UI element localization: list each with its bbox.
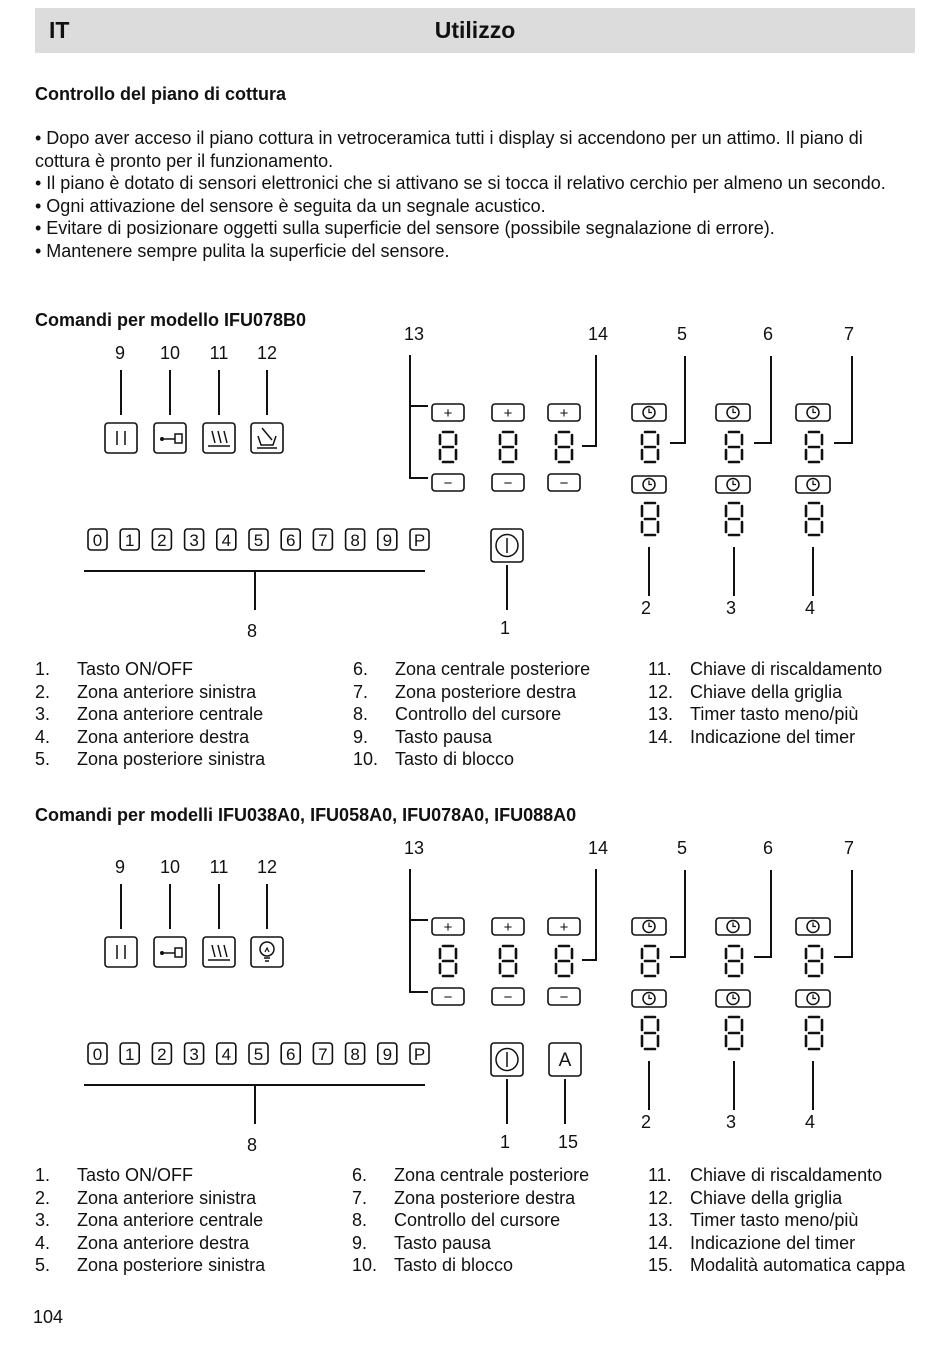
legend-number: 4. xyxy=(35,1232,51,1253)
bullet-item: • Ogni attivazione del sensore è seguita da un segnale acustico. xyxy=(35,195,546,216)
language-code: IT xyxy=(49,17,70,43)
legend-item xyxy=(352,1232,589,1255)
seven-segment-digit xyxy=(556,946,572,976)
callout-number-4: 4 xyxy=(804,1112,816,1132)
slider-key-label: 2 xyxy=(157,1045,167,1064)
slider-key-label: 0 xyxy=(92,531,103,550)
legend-number: 15. xyxy=(648,1255,674,1276)
callout-number-3: 3 xyxy=(725,598,737,618)
plus-key-label: + xyxy=(559,405,569,422)
legend-label: Tasto ON/OFF xyxy=(77,659,194,679)
slider-key-label: 5 xyxy=(253,1045,264,1064)
slider-key-label: 7 xyxy=(318,1045,328,1064)
callout-number-9: 9 xyxy=(114,343,126,363)
legend-label: Chiave della griglia xyxy=(690,1187,843,1208)
callout-number-11: 11 xyxy=(209,857,229,877)
legend-number: 5. xyxy=(35,1255,51,1276)
callout-number-5: 5 xyxy=(676,324,688,344)
legend-label: Zona posteriore destra xyxy=(395,681,577,702)
legend-number: 2. xyxy=(35,1187,51,1208)
diagram1-title: Comandi per modello IFU078B0 xyxy=(35,310,307,330)
slider-key-label: 3 xyxy=(189,1045,199,1064)
bullet-item: • Evitare di posizionare oggetti sulla superficie del sensore (possibile segnalazione di errore). xyxy=(35,218,775,239)
callout-line xyxy=(410,869,428,992)
page-title: Utilizzo xyxy=(434,17,516,43)
seven-segment-digit xyxy=(806,1017,822,1049)
legend-item xyxy=(648,1164,905,1187)
legend-label: Chiave di riscaldamento xyxy=(690,659,883,679)
page-number: 104 xyxy=(33,1307,64,1327)
legend-item xyxy=(352,1209,589,1232)
legend-number: 8. xyxy=(353,704,369,725)
legend-item xyxy=(352,1164,589,1187)
legend-label: Chiave di riscaldamento xyxy=(690,1165,883,1185)
legend-number: 7. xyxy=(352,1187,368,1208)
legend-number: 6. xyxy=(352,1165,368,1185)
callout-number-13: 13 xyxy=(403,838,425,858)
minus-key-label: − xyxy=(503,989,513,1006)
legend-label: Timer tasto meno/più xyxy=(690,1210,859,1231)
callout-number-12: 12 xyxy=(256,343,278,363)
legend-number: 6. xyxy=(353,659,369,679)
slider-key-label: P xyxy=(413,531,426,550)
legend-label: Zona anteriore centrale xyxy=(77,1210,264,1231)
legend-number: 13. xyxy=(648,704,674,725)
legend-number: 3. xyxy=(35,1210,51,1231)
slider-key-label: 4 xyxy=(221,1045,232,1064)
slider-key-label: 1 xyxy=(124,531,135,550)
slider-key-label: 6 xyxy=(285,1045,296,1064)
callout-number-6: 6 xyxy=(762,324,774,344)
legend-item xyxy=(35,1232,265,1255)
legend-label: Tasto ON/OFF xyxy=(77,1165,194,1185)
legend-number: 4. xyxy=(35,726,51,747)
lock-key xyxy=(154,937,186,967)
callout-number-9: 9 xyxy=(114,857,126,877)
legend-number: 11. xyxy=(648,659,672,679)
legend-label: Tasto pausa xyxy=(394,1232,492,1253)
minus-key-label: − xyxy=(443,989,453,1006)
legend-item xyxy=(648,1187,905,1210)
minus-key-label: − xyxy=(503,475,513,492)
minus-key-label: − xyxy=(559,989,569,1006)
callout-line xyxy=(834,870,852,957)
slider-key-label: 3 xyxy=(189,531,199,550)
slider-key-label: 6 xyxy=(285,531,296,550)
legend-label: Indicazione del timer xyxy=(690,726,856,747)
legend-label: Tasto di blocco xyxy=(395,749,515,770)
plus-key-label: + xyxy=(443,919,453,936)
slider-key-label: 4 xyxy=(221,531,232,550)
legend-label: Modalità automatica cappa xyxy=(690,1255,906,1276)
legend-number: 9. xyxy=(352,1232,368,1253)
legend-label: Controllo del cursore xyxy=(395,704,562,725)
bullet-item: • Il piano è dotato di sensori elettronici che si attivano se si tocca il relativo cerchio per almeno un secondo. xyxy=(35,173,886,194)
slider-key-label: 8 xyxy=(350,1045,360,1064)
legend-number: 14. xyxy=(648,1232,674,1253)
callout-number-11: 11 xyxy=(209,343,229,363)
callout-number-7: 7 xyxy=(843,838,855,858)
callout-number-1: 1 xyxy=(499,1132,511,1152)
section-title: Controllo del piano di cottura xyxy=(35,84,286,104)
legend-item xyxy=(35,1164,265,1187)
bullet-item: • Dopo aver acceso il piano cottura in vetroceramica tutti i display si accendono per un attimo. Il piano di cottura è pronto per il funzionamento. xyxy=(35,128,863,171)
auto-key-label: A xyxy=(558,1050,572,1071)
legend-number: 9. xyxy=(353,726,369,747)
plus-key-label: + xyxy=(559,919,569,936)
callout-line xyxy=(582,869,596,960)
callout-number-6: 6 xyxy=(762,838,774,858)
legend-number: 1. xyxy=(35,659,51,679)
minus-key-label: − xyxy=(443,475,453,492)
diagram2-title: Comandi per modelli IFU038A0, IFU058A0, IFU078A0, IFU088A0 xyxy=(35,805,577,825)
seven-segment-digit xyxy=(500,946,516,976)
callout-line xyxy=(670,870,685,957)
legend-number: 3. xyxy=(35,704,51,725)
seven-segment-digit xyxy=(642,1017,658,1049)
slider-key-label: 1 xyxy=(124,1045,135,1064)
legend-number: 12. xyxy=(648,1187,674,1208)
callout-number-8: 8 xyxy=(246,621,258,641)
legend-number: 14. xyxy=(648,726,674,747)
legend-item xyxy=(352,1187,589,1210)
bullet-item: • Mantenere sempre pulita la superficie del sensore. xyxy=(35,240,450,261)
callout-number-14: 14 xyxy=(587,324,609,344)
minus-key-label: − xyxy=(559,475,569,492)
legend-label: Chiave della griglia xyxy=(690,681,843,702)
callout-number-3: 3 xyxy=(725,1112,737,1132)
legend-number: 5. xyxy=(35,749,51,770)
seven-segment-digit xyxy=(806,946,822,976)
callout-number-10: 10 xyxy=(159,857,181,877)
legend-label: Controllo del cursore xyxy=(394,1210,561,1231)
callout-number-15: 15 xyxy=(557,1132,579,1152)
callout-number-5: 5 xyxy=(676,838,688,858)
callout-number-2: 2 xyxy=(640,598,652,618)
callout-line xyxy=(754,870,771,957)
plus-key-label: + xyxy=(503,919,513,936)
legend-item xyxy=(35,1254,265,1277)
slider-key-label: 8 xyxy=(350,531,360,550)
callout-number-12: 12 xyxy=(256,857,278,877)
legend-item xyxy=(352,1254,589,1277)
legend-label: Tasto pausa xyxy=(395,726,493,747)
legend-number: 8. xyxy=(352,1210,368,1231)
legend-item xyxy=(648,1209,905,1232)
legend-label: Zona posteriore destra xyxy=(394,1187,576,1208)
seven-segment-digit xyxy=(642,946,658,976)
legend-label: Zona posteriore sinistra xyxy=(77,749,266,770)
legend-number: 10. xyxy=(352,1255,378,1276)
slider-key-label: 2 xyxy=(157,531,167,550)
slider-key-label: 0 xyxy=(92,1045,103,1064)
legend-label: Zona posteriore sinistra xyxy=(77,1255,266,1276)
seven-segment-digit xyxy=(440,946,456,976)
pause-key xyxy=(105,937,137,967)
legend-number: 13. xyxy=(648,1210,674,1231)
slider-key-label: P xyxy=(413,1045,426,1064)
legend-label: Zona anteriore centrale xyxy=(77,704,264,725)
slider-key-label: 5 xyxy=(253,531,264,550)
callout-number-14: 14 xyxy=(587,838,609,858)
legend-label: Zona anteriore sinistra xyxy=(77,1187,257,1208)
callout-number-7: 7 xyxy=(843,324,855,344)
callout-number-1: 1 xyxy=(499,618,511,638)
legend-number: 11. xyxy=(648,1165,672,1185)
legend-label: Zona centrale posteriore xyxy=(394,1165,590,1185)
legend-label: Tasto di blocco xyxy=(394,1255,514,1276)
legend-label: Zona anteriore sinistra xyxy=(77,681,257,702)
legend-label: Timer tasto meno/più xyxy=(690,704,859,725)
callout-number-10: 10 xyxy=(159,343,181,363)
legend-number: 2. xyxy=(35,681,51,702)
callout-number-8: 8 xyxy=(246,1135,258,1155)
seven-segment-digit xyxy=(726,1017,742,1049)
slider-key-label: 9 xyxy=(382,1045,393,1064)
legend-number: 10. xyxy=(353,749,379,770)
legend-number: 12. xyxy=(648,681,674,702)
plus-key-label: + xyxy=(503,405,513,422)
legend-number: 7. xyxy=(353,681,369,702)
legend-number: 1. xyxy=(35,1165,51,1185)
callout-number-4: 4 xyxy=(804,598,816,618)
callout-number-13: 13 xyxy=(403,324,425,344)
callout-number-2: 2 xyxy=(640,1112,652,1132)
legend-item xyxy=(648,1232,905,1255)
slider-key-label: 7 xyxy=(318,531,328,550)
legend-label: Indicazione del timer xyxy=(690,1232,856,1253)
legend-item xyxy=(648,1254,905,1277)
legend-label: Zona centrale posteriore xyxy=(395,659,591,679)
plus-key-label: + xyxy=(443,405,453,422)
slider-key-label: 9 xyxy=(382,531,393,550)
legend-label: Zona anteriore destra xyxy=(77,1232,250,1253)
seven-segment-digit xyxy=(726,946,742,976)
legend-label: Zona anteriore destra xyxy=(77,726,250,747)
legend-item xyxy=(35,1209,265,1232)
legend-item xyxy=(35,1187,265,1210)
